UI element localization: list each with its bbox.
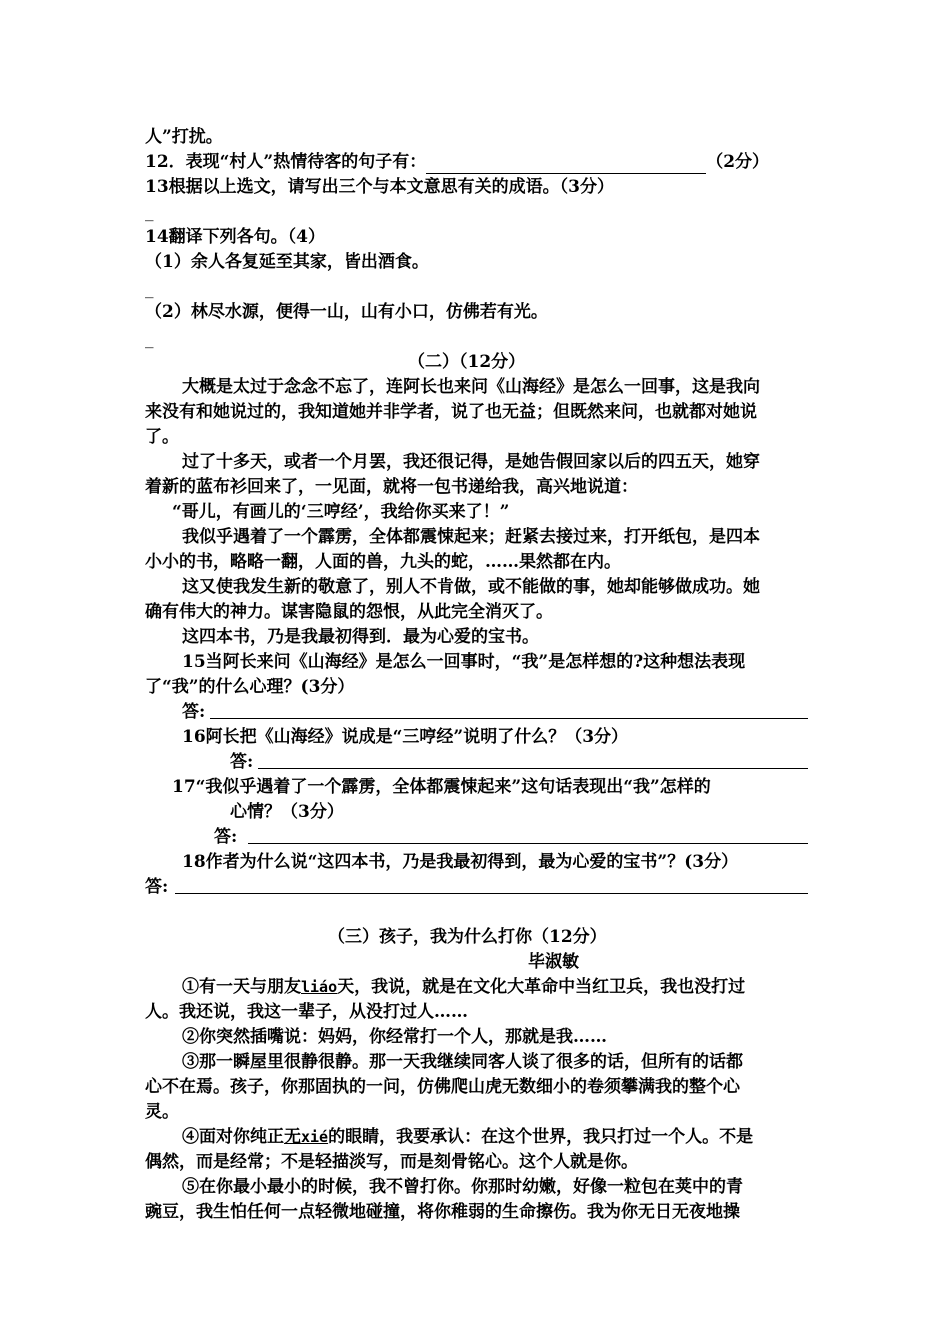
question-15: 15当阿长来问《山海经》是怎么一回事时，“我”是怎样想的?这种想法表现 bbox=[182, 652, 746, 672]
paragraph-line: 这四本书，乃是我最初得到．最为心爱的宝书。 bbox=[182, 627, 539, 647]
answer-label: 答: bbox=[145, 877, 169, 897]
text-line: 人”打扰。 bbox=[145, 127, 223, 147]
paragraph-line: ⑤在你最小最小的时候，我不曾打你。你那时幼嫩，好像一粒包在荚中的青 bbox=[182, 1177, 743, 1197]
author-name: 毕淑敏 bbox=[528, 952, 579, 972]
paragraph-line: ②你突然插嘴说：妈妈，你经常打一个人，那就是我…… bbox=[182, 1027, 607, 1047]
question-18: 18作者为什么说“这四本书，乃是我最初得到，最为心爱的宝书”？(3分） bbox=[182, 852, 739, 872]
paragraph-line bbox=[182, 1125, 753, 1149]
answer-blank[interactable] bbox=[426, 153, 706, 174]
question-12-text: 12．表现“村人”热情待客的句子有： bbox=[145, 152, 427, 172]
question-15-cont: 了“我”的什么心理？(3分） bbox=[145, 677, 355, 697]
pinyin-blank: xié bbox=[301, 1128, 329, 1146]
answer-blank[interactable]: _ bbox=[145, 279, 154, 299]
question-14: 14翻译下列各句。（4） bbox=[145, 227, 325, 247]
section-heading: （二）（12分） bbox=[408, 352, 526, 372]
answer-label: 答: bbox=[214, 827, 238, 847]
paragraph-line: ③那一瞬屋里很静很静。那一天我继续同客人谈了很多的话，但所有的话都 bbox=[182, 1052, 743, 1072]
question-17-cont: 心情？（3分） bbox=[230, 802, 344, 822]
paragraph-line: 灵。 bbox=[145, 1102, 179, 1122]
question-16: 16阿长把《山海经》说成是“三哼经”说明了什么？（3分） bbox=[182, 727, 629, 747]
question-12-score: （2分） bbox=[706, 152, 770, 172]
section-heading: （三）孩子，我为什么打你（12分） bbox=[328, 927, 607, 947]
paragraph-text: 天，我说，就是在文化大革命中当红卫兵，我也没打过 bbox=[337, 977, 746, 997]
answer-line[interactable] bbox=[248, 843, 808, 844]
paragraph-line: 大概是太过于念念不忘了，连阿长也来问《山海经》是怎么一回事，这是我向 bbox=[182, 377, 760, 397]
question-13: 13根据以上选文，请写出三个与本文意思有关的成语。（3分） bbox=[145, 177, 614, 197]
answer-blank[interactable]: _ bbox=[145, 202, 154, 222]
paragraph-line: 心不在焉。孩子，你那固执的一问，仿佛爬山虎无数细小的卷须攀满我的整个心 bbox=[145, 1077, 740, 1097]
paragraph-text: ④面对你纯正 bbox=[182, 1127, 284, 1147]
paragraph-line: 小小的书，略略一翻，人面的兽，九头的蛇，……果然都在内。 bbox=[145, 552, 621, 572]
answer-line[interactable] bbox=[210, 718, 808, 719]
paragraph-line: 着新的蓝布衫回来了，一见面，就将一包书递给我，高兴地说道： bbox=[145, 477, 638, 497]
answer-line[interactable] bbox=[175, 893, 808, 894]
paragraph-line: 过了十多天，或者一个月罢，我还很记得，是她告假回家以后的四五天，她穿 bbox=[182, 452, 760, 472]
answer-line[interactable] bbox=[258, 768, 808, 769]
paragraph-text: ①有一天与朋友 bbox=[182, 977, 301, 997]
paragraph-line bbox=[182, 975, 745, 999]
paragraph-text: 的眼睛，我要承认：在这个世界，我只打过一个人。不是 bbox=[328, 1127, 754, 1147]
question-17: 17“我似乎遇着了一个霹雳，全体都震悚起来”这句话表现出“我”怎样的 bbox=[172, 777, 711, 797]
answer-blank[interactable]: _ bbox=[145, 329, 154, 349]
paragraph-line: 偶然，而是经常；不是轻描淡写，而是刻骨铭心。这个人就是你。 bbox=[145, 1152, 638, 1172]
paragraph-line: 我似乎遇着了一个霹雳，全体都震悚起来；赶紧去接过来，打开纸包，是四本 bbox=[182, 527, 760, 547]
paragraph-line: 来没有和她说过的，我知道她并非学者，说了也无益；但既然来问，也就都对她说 bbox=[145, 402, 757, 422]
question-14-item-2: （2）林尽水源，便得一山，山有小口，仿佛若有光。 bbox=[145, 302, 548, 322]
pinyin-blank: liáo bbox=[301, 978, 338, 996]
question-12 bbox=[145, 150, 769, 174]
paragraph-line: 确有伟大的神力。谋害隐鼠的怨恨，从此完全消灭了。 bbox=[145, 602, 553, 622]
paragraph-line: 了。 bbox=[145, 427, 179, 447]
underlined-char: 无 bbox=[284, 1127, 301, 1147]
answer-label: 答: bbox=[182, 702, 206, 722]
paragraph-line: 豌豆，我生怕任何一点轻微地碰撞，将你稚弱的生命擦伤。我为你无日无夜地操 bbox=[145, 1202, 740, 1222]
question-14-item-1: （1）余人各复延至其家，皆出酒食。 bbox=[145, 252, 429, 272]
paragraph-line: 这又使我发生新的敬意了，别人不肯做，或不能做的事，她却能够做成功。她 bbox=[182, 577, 760, 597]
answer-label: 答: bbox=[230, 752, 254, 772]
quote-line: “哥儿，有画儿的‘三哼经’，我给你买来了！” bbox=[172, 502, 510, 522]
paragraph-line: 人。我还说，我这一辈子，从没打过人…… bbox=[145, 1002, 468, 1022]
